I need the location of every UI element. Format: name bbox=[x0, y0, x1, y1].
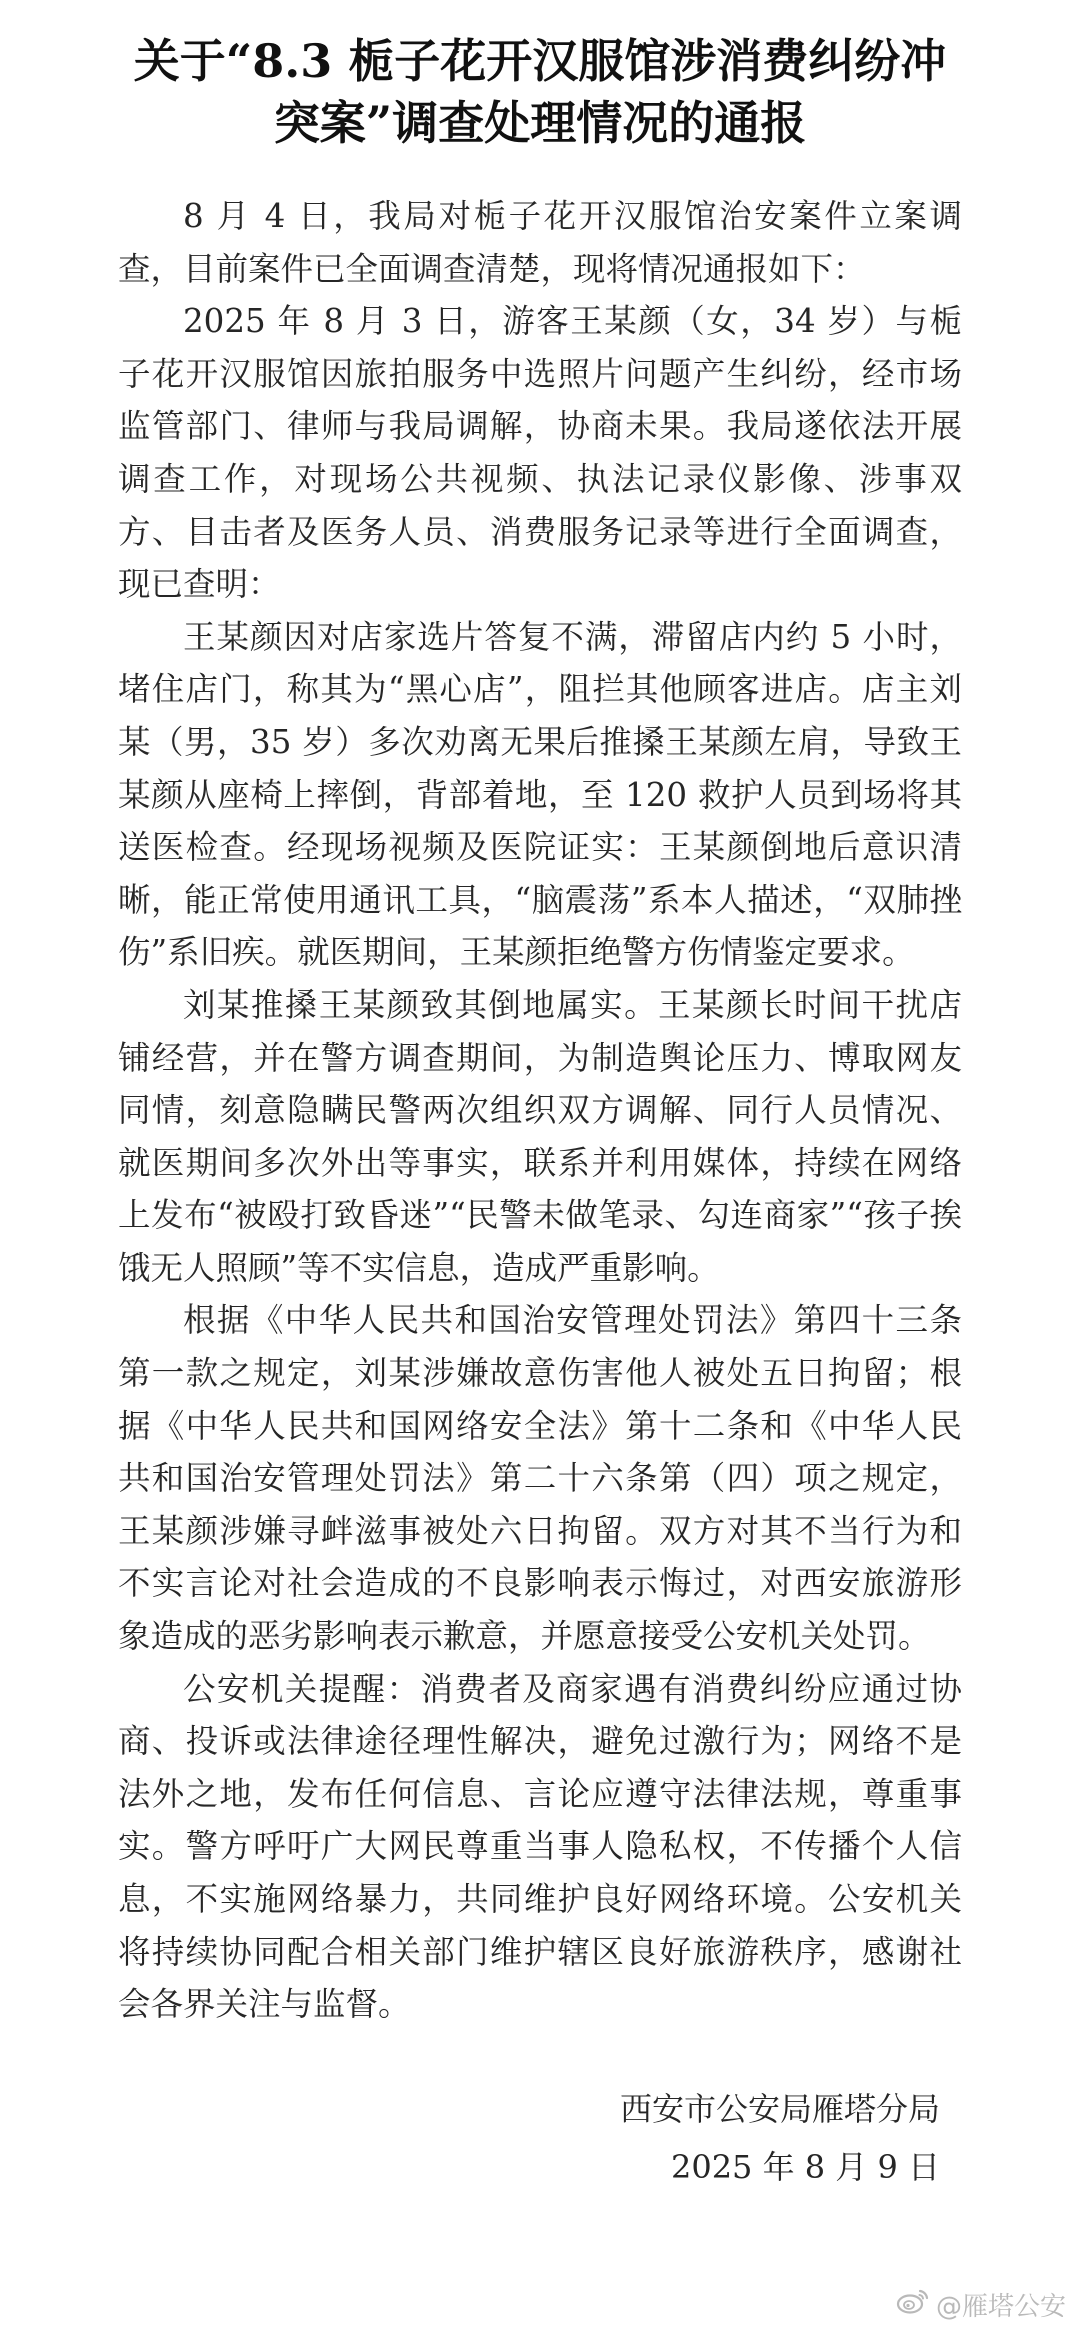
issue-date: 2025 年 8 月 9 日 bbox=[670, 2148, 940, 2186]
weibo-icon bbox=[896, 2287, 930, 2322]
paragraph-intro: 8 月 4 日，我局对栀子花开汉服馆治安案件立案调查，目前案件已全面调查清楚，现将情况通报如下： bbox=[118, 197, 962, 288]
signature-block bbox=[620, 2080, 940, 2196]
paragraph-misinformation: 刘某推搡王某颜致其倒地属实。王某颜长时间干扰店铺经营，并在警方调查期间，为制造舆论压力、博取网友同情，刻意隐瞒民警两次组织双方调解、同行人员情况、就医期间多次外出等事实，联系并利用媒体，持续在网络上发布“被殴打致昏迷”“民警未做笔录、勾连商家”“孩子挨饿无人照顾”等不实信息，造成严重影响。 bbox=[118, 985, 962, 1287]
document-body bbox=[118, 190, 962, 2031]
paragraph-findings: 王某颜因对店家选片答复不满，滞留店内约 5 小时，堵住店门，称其为“黑心店”，阻拦其他顾客进店。店主刘某（男，35 岁）多次劝离无果后推搡王某颜左肩，导致王某颜从座椅上摔倒，背部着地，至 120 救护人员到场将其送医检查。经现场视频及医院证实：王某颜倒地后意识清晰，能正常使用通讯工具，“脑震荡”系本人描述，“双肺挫伤”系旧疾。就医期间，王某颜拒绝警方伤情鉴定要求。 bbox=[118, 617, 962, 972]
paragraph-penalties: 根据《中华人民共和国治安管理处罚法》第四十三条第一款之规定，刘某涉嫌故意伤害他人被处五日拘留；根据《中华人民共和国网络安全法》第十二条和《中华人民共和国治安管理处罚法》第二十六条第（四）项之规定，王某颜涉嫌寻衅滋事被处六日拘留。双方对其不当行为和不实言论对社会造成的不良影响表示悔过，对西安旅游形象造成的恶劣影响表示歉意，并愿意接受公安机关处罚。 bbox=[118, 1301, 962, 1656]
watermark-text: @雁塔公安 bbox=[935, 2292, 1066, 2322]
issuer-name: 西安市公安局雁塔分局 bbox=[619, 2090, 940, 2128]
watermark bbox=[896, 2286, 1066, 2323]
paragraph-background: 2025 年 8 月 3 日，游客王某颜（女，34 岁）与栀子花开汉服馆因旅拍服务中选照片问题产生纠纷，经市场监管部门、律师与我局调解，协商未果。我局遂依法开展调查工作，对现场公共视频、执法记录仪影像、涉事双方、目击者及医务人员、消费服务记录等进行全面调查，现已查明： bbox=[118, 302, 962, 604]
paragraph-reminder: 公安机关提醒：消费者及商家遇有消费纠纷应通过协商、投诉或法律途径理性解决，避免过激行为；网络不是法外之地，发布任何信息、言论应遵守法律法规，尊重事实。警方呼吁广大网民尊重当事人隐私权，不传播个人信息，不实施网络暴力，共同维护良好网络环境。公安机关将持续协同配合相关部门维护辖区良好旅游秩序，感谢社会各界关注与监督。 bbox=[118, 1669, 962, 2024]
document-title: 关于“8.3 栀子花开汉服馆涉消费纠纷冲突案”调查处理情况的通报 bbox=[133, 34, 947, 150]
